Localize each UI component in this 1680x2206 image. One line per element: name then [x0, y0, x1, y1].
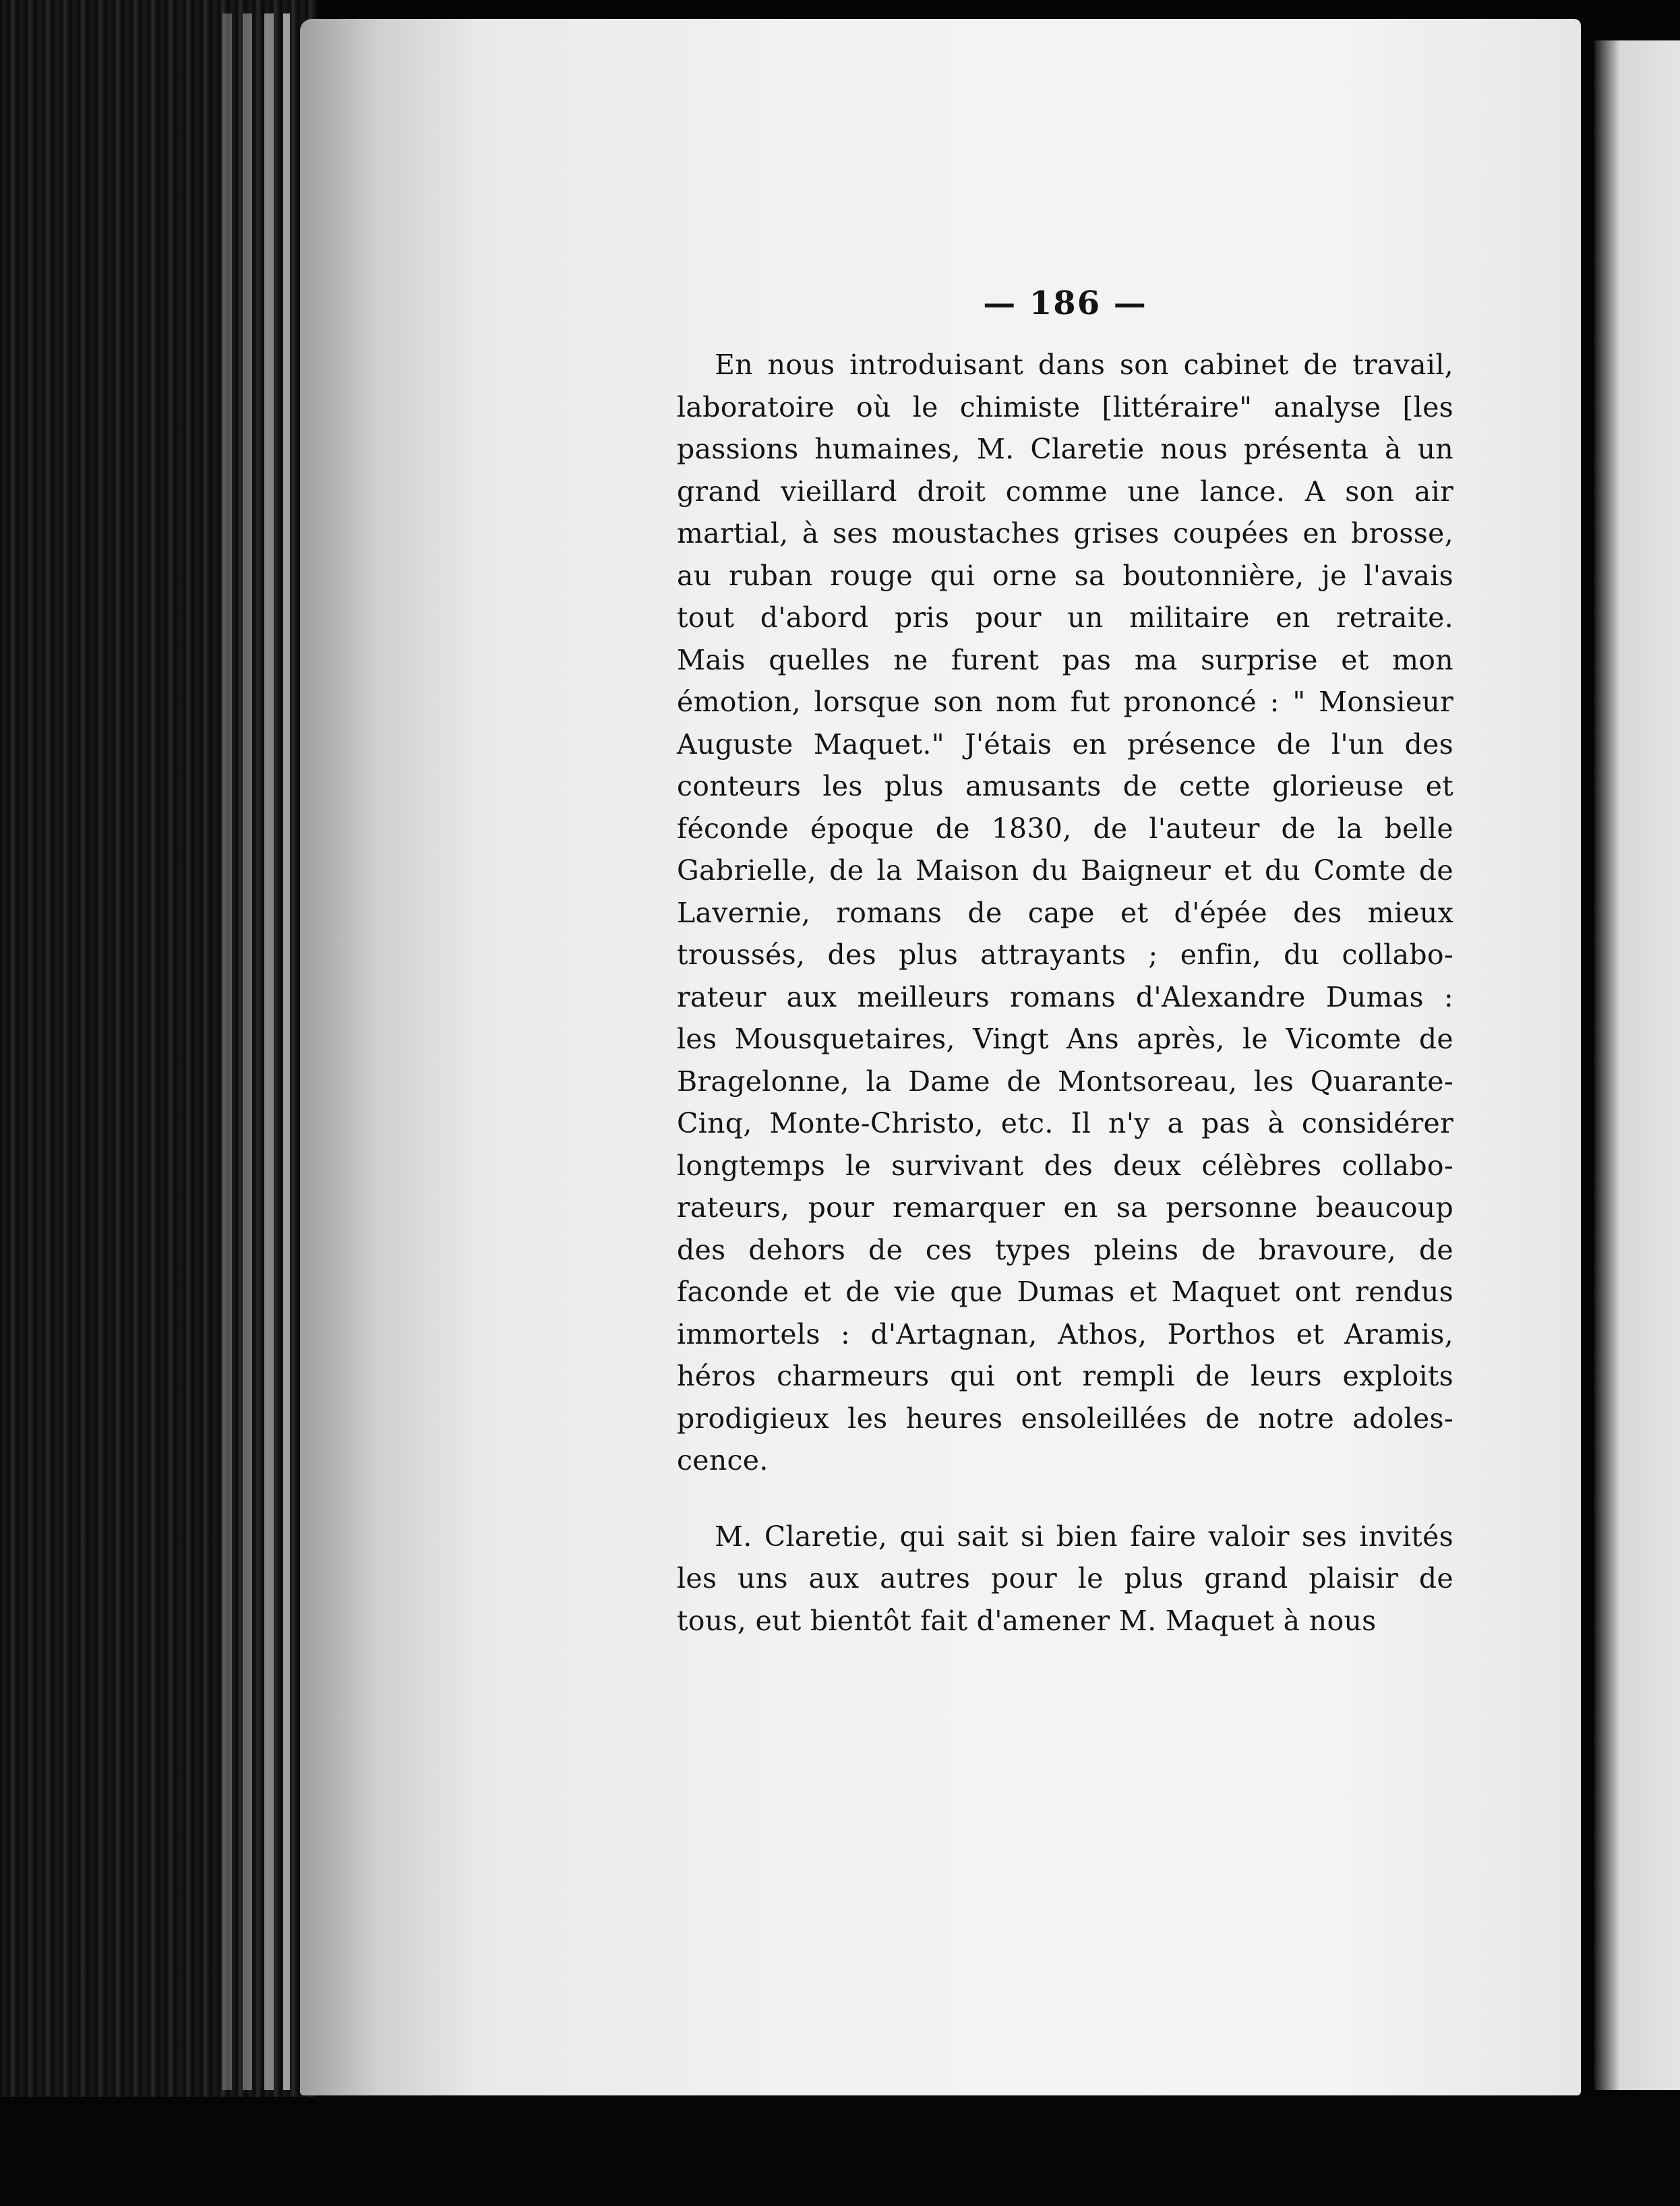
- text-line: longtemps le survivant des deux célèbres collabo-: [677, 1149, 1453, 1182]
- text-line: Mais quelles ne furent pas ma surprise et mon: [677, 643, 1453, 676]
- text-line: troussés, des plus attrayants ; enfin, du collabo-: [677, 938, 1453, 971]
- text-line: tous, eut bientôt fait d'amener M. Maquet à nous: [677, 1604, 1377, 1637]
- text-line: Bragelonne, la Dame de Montsoreau, les Quarante-: [677, 1065, 1453, 1098]
- facing-page-edge: [1594, 40, 1680, 2090]
- page-edge: [222, 13, 232, 2090]
- text-line: M. Claretie, qui sait si bien faire valoir ses invités: [715, 1520, 1453, 1553]
- text-line: Gabrielle, de la Maison du Baigneur et du Comte de: [677, 854, 1453, 887]
- text-line: au ruban rouge qui orne sa boutonnière, je l'avais: [677, 559, 1453, 592]
- text-line: martial, à ses moustaches grises coupées en brosse,: [677, 517, 1453, 549]
- text-line: passions humaines, M. Claretie nous présenta à un: [677, 433, 1453, 465]
- text-line: rateurs, pour remarquer en sa personne beaucoup: [677, 1191, 1453, 1224]
- text-line: cence.: [677, 1444, 769, 1477]
- page-edge: [243, 13, 252, 2090]
- text-line: tout d'abord pris pour un militaire en retraite.: [677, 601, 1453, 634]
- page-text: [677, 276, 1453, 1642]
- text-line: grand vieillard droit comme une lance. A son air: [677, 475, 1453, 508]
- text-line: Auguste Maquet." J'étais en présence de l'un des: [677, 727, 1453, 761]
- paragraph-gap: [677, 1482, 1453, 1516]
- text-line: Cinq, Monte-Christo, etc. Il n'y a pas à considérer: [677, 1107, 1453, 1139]
- paragraph: [677, 344, 1453, 1482]
- text-line: laboratoire où le chimiste [littéraire" analyse [les: [677, 390, 1453, 423]
- page-edge: [283, 13, 290, 2090]
- scan-border: [0, 2097, 1680, 2206]
- paragraph: [677, 1516, 1453, 1642]
- text-line: Lavernie, romans de cape et d'épée des mieux: [677, 896, 1453, 929]
- text-line: conteurs les plus amusants de cette glorieuse et: [677, 770, 1453, 802]
- text-line: En nous introduisant dans son cabinet de travail,: [715, 349, 1453, 381]
- text-line: émotion, lorsque son nom fut prononcé : " Monsieur: [677, 686, 1453, 718]
- page-number: — 186 —: [983, 285, 1147, 322]
- text-line: héros charmeurs qui ont rempli de leurs exploits: [677, 1360, 1453, 1392]
- text-line: immortels : d'Artagnan, Athos, Porthos et Aramis,: [677, 1317, 1453, 1350]
- text-line: des dehors de ces types pleins de bravoure, de: [677, 1233, 1453, 1266]
- text-line: les Mousquetaires, Vingt Ans après, le Vicomte de: [677, 1023, 1453, 1055]
- book-binding: [0, 0, 317, 2206]
- text-line: les uns aux autres pour le plus grand plaisir de: [677, 1562, 1453, 1594]
- text-line: féconde époque de 1830, de l'auteur de la belle: [677, 812, 1453, 845]
- paragraphs: [677, 344, 1453, 1642]
- text-line: rateur aux meilleurs romans d'Alexandre Dumas :: [677, 980, 1453, 1013]
- page-edge: [264, 13, 274, 2090]
- text-line: prodigieux les heures ensoleillées de notre adoles-: [677, 1402, 1453, 1435]
- text-line: faconde et de vie que Dumas et Maquet ont rendus: [677, 1276, 1453, 1308]
